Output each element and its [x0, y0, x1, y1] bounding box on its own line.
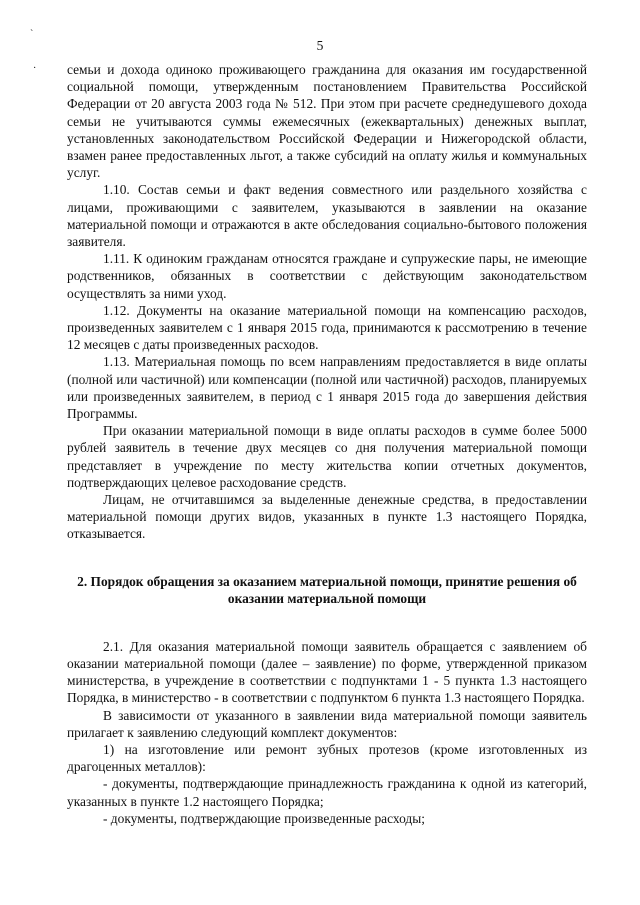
paragraph-continuation: семьи и дохода одиноко проживающего гражданина для оказания им государственной социальной помощи, утвержденным постановлением Правительства Российской Федерации от 20 августа 2003 года № 512. При этом при расчете среднедушевого дохода семьи не учитываются суммы ежемесячных (ежеквартальных) денежных выплат, установленных законодательством Российской Федерации и Нижегородской области, взамен ранее предоставленных льгот, а также субсидий на оплату жилья и коммунальных услуг. — [67, 62, 587, 181]
margin-mark: · — [33, 63, 37, 74]
paragraph-2-1: 2.1. Для оказания материальной помощи заявитель обращается с заявлением об оказании материальной помощи (далее – заявление) по форме, утвержденной приказом министерства, в учреждение в соответствии с подпунктами 1 - 5 пункта 1.3 настоящего Порядка, в министерство - в соответствии с подпунктом 6 пункта 1.3 настоящего Порядка. — [67, 638, 587, 706]
list-item-category-docs: - документы, подтверждающие принадлежность гражданина к одной из категорий, указанных в пункте 1.2 настоящего Порядка; — [67, 776, 587, 809]
margin-mark: ` — [30, 29, 34, 40]
paragraph-report-requirement: При оказании материальной помощи в виде оплаты расходов в сумме более 5000 рублей заявитель в течение двух месяцев со дня получения материальной помощи представляет в учреждение по месту жительства копии отчетных документов, подтверждающих целевое расходование средств. — [67, 423, 587, 490]
paragraph-1-10: 1.10. Состав семьи и факт ведения совместного или раздельного хозяйства с лицами, проживающими с заявителем, указываются в заявлении на оказание материальной помощи и отражаются в акте обследования социально-бытового положения заявителя. — [67, 182, 587, 250]
list-item-dental: 1) на изготовление или ремонт зубных протезов (кроме изготовленных из драгоценных металлов): — [67, 741, 587, 775]
paragraph-1-13: 1.13. Материальная помощь по всем направлениям предоставляется в виде оплаты (полной или частичной) или компенсации (полной или частичной) расходов, планируемых или произведенных заявителем, в период с 1 января 2015 года до завершения действия Программы. — [67, 354, 587, 422]
list-item-expense-docs: - документы, подтверждающие произведенные расходы; — [103, 810, 425, 826]
page-number: 5 — [316, 38, 324, 53]
document-body — [67, 61, 587, 827]
paragraph-1-12: 1.12. Документы на оказание материальной помощи на компенсацию расходов, произведенных заявителем с 1 января 2015 года, принимаются к рассмотрению в течение 12 месяцев с даты произведенных расходов. — [67, 302, 587, 353]
section-2-heading: 2. Порядок обращения за оказанием материальной помощи, принятие решения об оказании материальной помощи — [77, 573, 577, 607]
paragraph-refusal: Лицам, не отчитавшимся за выделенные денежные средства, в предоставлении материальной помощи других видов, указанных в пункте 1.3 настоящего Порядка, отказывается. — [67, 492, 587, 542]
paragraph-1-11: 1.11. К одиноким гражданам относятся граждане и супружеские пары, не имеющие родственников, обязанных в соответствии с действующим законодательством осуществлять за ними уход. — [67, 251, 587, 301]
paragraph-document-set: В зависимости от указанного в заявлении вида материальной помощи заявитель прилагает к заявлению следующий комплект документов: — [67, 707, 587, 740]
